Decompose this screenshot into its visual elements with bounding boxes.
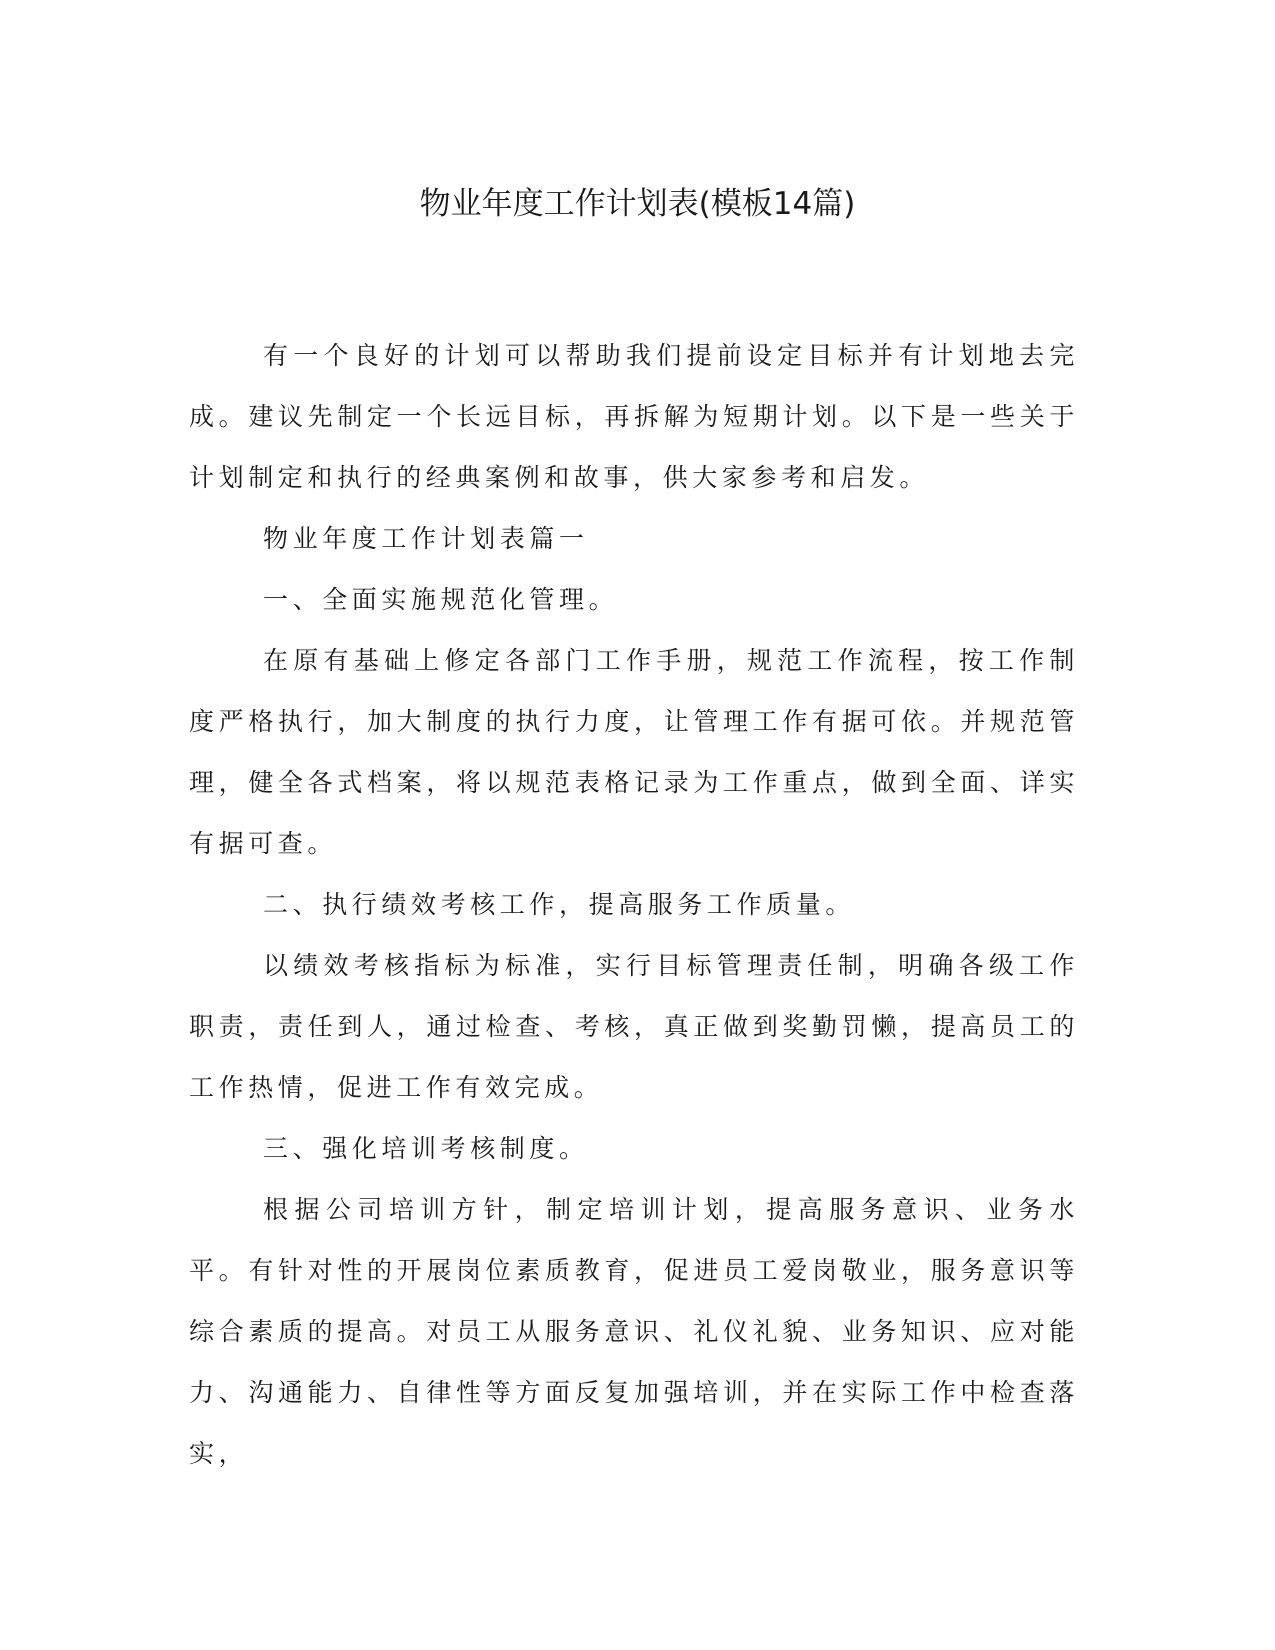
intro-paragraph: 有一个良好的计划可以帮助我们提前设定目标并有计划地去完成。建议先制定一个长远目标，再拆解为短期计划。以下是一些关于计划制定和执行的经典案例和故事，供大家参考和启发。 xyxy=(189,341,1079,492)
section-heading: 物业年度工作计划表篇一 xyxy=(263,524,589,553)
item-heading-2: 二、执行绩效考核工作，提高服务工作质量。 xyxy=(263,890,856,919)
item-heading-1: 一、全面实施规范化管理。 xyxy=(263,585,619,614)
document-title: 物业年度工作计划表(模板14篇) xyxy=(419,186,856,222)
item-heading-3: 三、强化培训考核制度。 xyxy=(263,1134,589,1163)
item-paragraph-3: 根据公司培训方针，制定培训计划，提高服务意识、业务水平。有针对性的开展岗位素质教育，促进员工爱岗敬业，服务意识等综合素质的提高。对员工从服务意识、礼仪礼貌、业务知识、应对能力、沟通能力、自律性等方面反复加强培训，并在实际工作中检查落实， xyxy=(189,1195,1079,1468)
document-body xyxy=(189,325,1079,1484)
item-paragraph-1: 在原有基础上修定各部门工作手册，规范工作流程，按工作制度严格执行，加大制度的执行力度，让管理工作有据可依。并规范管理，健全各式档案，将以规范表格记录为工作重点，做到全面、详实有据可查。 xyxy=(189,646,1079,858)
item-paragraph-2: 以绩效考核指标为标准，实行目标管理责任制，明确各级工作职责，责任到人，通过检查、考核，真正做到奖勤罚懒，提高员工的工作热情，促进工作有效完成。 xyxy=(189,951,1079,1102)
